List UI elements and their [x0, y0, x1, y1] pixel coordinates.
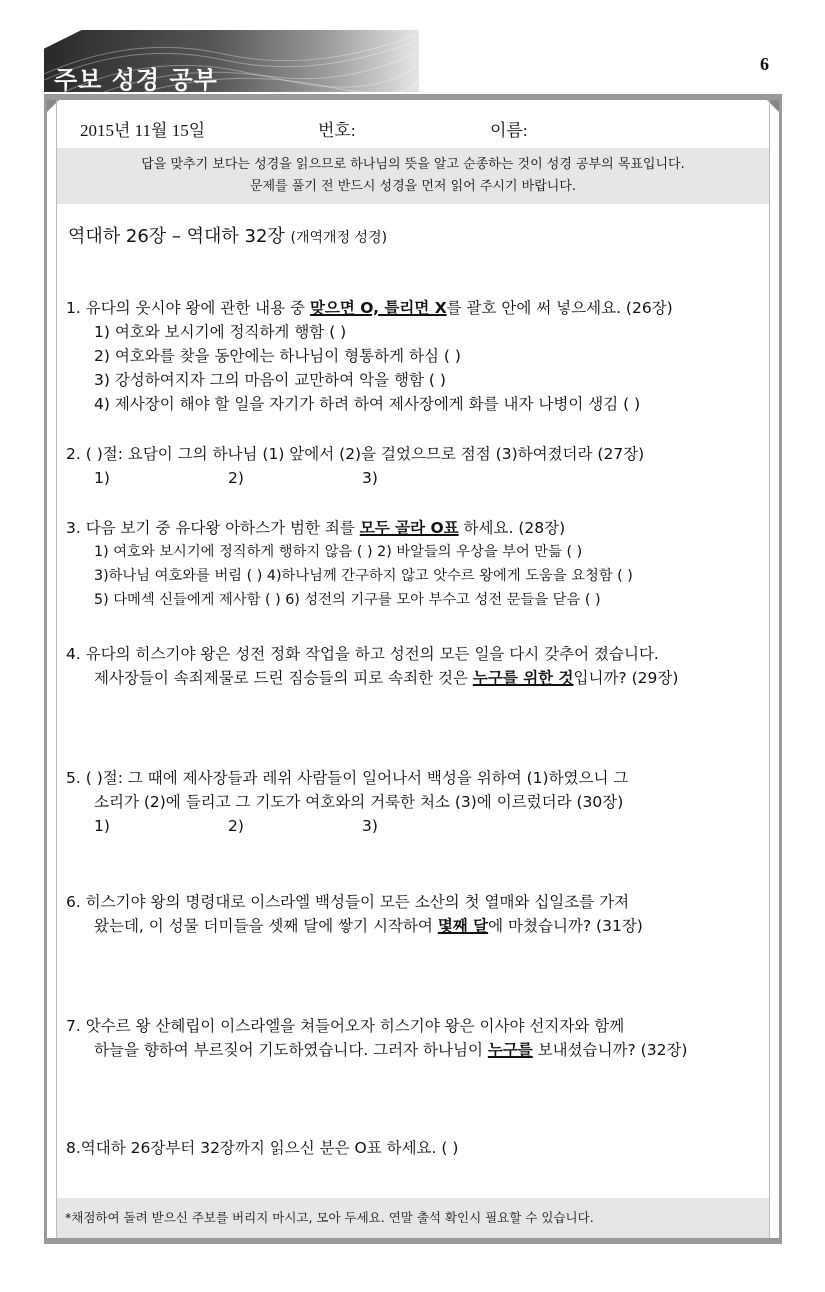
footer-note: *채점하여 돌려 받으신 주보를 버리지 마시고, 모아 두세요. 연말 출석 확인시 필요할 수 있습니다. [57, 1198, 769, 1238]
question-text: 소리가 (2)에 들리고 그 기도가 여호와의 거룩한 처소 (3)에 이르렀더라 (30장) [94, 793, 624, 811]
question-text [66, 666, 771, 690]
emphasis-text: 누구를 [487, 1041, 533, 1059]
blank-1[interactable]: 1) [94, 469, 110, 487]
name-label: 이름: [490, 121, 528, 140]
range-title-text: 역대하 26장 – 역대하 32장 [68, 226, 285, 247]
emphasis-text: 누구를 위한 것 [472, 669, 574, 687]
frame-bottom [44, 1238, 782, 1244]
emphasis-text: 몇째 달 [437, 917, 489, 935]
answer-item[interactable]: 3) 강성하여지자 그의 마음이 교만하여 악을 행함 ( ) [94, 371, 446, 389]
range-title [68, 222, 387, 248]
notice-line: 문제를 풀기 전 반드시 성경을 먼저 읽어 주시기 바랍니다. [249, 179, 577, 194]
number-label: 번호: [318, 121, 356, 140]
question-text: 4. 유다의 히스기야 왕은 성전 정화 작업을 하고 성전의 모든 일을 다시 갖추어 졌습니다. [66, 645, 659, 663]
blank-2[interactable]: 2) [228, 817, 244, 835]
question-text [66, 1038, 771, 1062]
notice-line: 답을 맞추기 보다는 성경을 읽으므로 하나님의 뜻을 알고 순종하는 것이 성경 공부의 목표입니다. [141, 157, 685, 172]
question-6 [66, 890, 771, 938]
frame-right [779, 94, 782, 1244]
question-text: 5. ( )절: 그 때에 제사장들과 레위 사람들이 일어나서 백성을 위하여 (1)하였으니 그 [66, 769, 629, 787]
question-5 [66, 766, 771, 838]
emphasis-text: 맞으면 O, 틀리면 X [309, 299, 447, 317]
question-8 [66, 1136, 771, 1160]
inner-border-left [56, 100, 57, 1238]
question-text-part: 제사장들이 속죄제물로 드린 짐승들의 피로 속죄한 것은 [94, 669, 473, 687]
blank-2[interactable]: 2) [228, 469, 244, 487]
question-2 [66, 442, 771, 490]
corner-decoration-left [47, 100, 59, 112]
emphasis-text: 모두 골라 O표 [359, 519, 459, 537]
question-7 [66, 1014, 771, 1062]
question-text: 7. 앗수르 왕 산헤립이 이스라엘을 쳐들어오자 히스기야 왕은 이사야 선지자와 함께 [66, 1017, 625, 1035]
answer-blanks [66, 466, 771, 490]
page-number: 6 [760, 54, 769, 74]
frame-top [44, 94, 782, 100]
question-text-part: 입니까? (29장) [573, 669, 679, 687]
range-subtitle: (개역개정 성경) [290, 230, 388, 246]
question-text-part: 보내셨습니까? (32장) [532, 1041, 688, 1059]
answer-item[interactable]: 1) 여호와 보시기에 정직하게 행함 ( ) [94, 323, 347, 341]
question-text-part: 에 마쳤습니까? (31장) [488, 917, 643, 935]
header-title: 주보 성경 공부 [54, 66, 218, 94]
question-4 [66, 642, 771, 690]
question-text: 2. ( )절: 요담이 그의 하나님 (1) 앞에서 (2)을 걸었으므로 점점 (3)하여졌더라 (27장) [66, 445, 645, 463]
blank-1[interactable]: 1) [94, 817, 110, 835]
question-text-part: 하세요. (28장) [458, 519, 566, 537]
question-text [66, 914, 771, 938]
question-text-part: 3. 다음 보기 중 유다왕 아하스가 범한 죄를 [66, 519, 360, 537]
question-text[interactable]: 8.역대하 26장부터 32장까지 읽으신 분은 O표 하세요. ( ) [66, 1139, 459, 1157]
answer-item[interactable]: 2) 여호와를 찾을 동안에는 하나님이 형통하게 하심 ( ) [94, 347, 461, 365]
question-text: 6. 히스기야 왕의 명령대로 이스라엘 백성들이 모든 소산의 첫 열매와 십일조를 가져 [66, 893, 630, 911]
notice-box [57, 148, 769, 204]
question-3 [66, 516, 771, 612]
question-text [66, 296, 771, 320]
blank-3[interactable]: 3) [362, 469, 378, 487]
question-text-part: 를 괄호 안에 써 넣으세요. (26장) [446, 299, 673, 317]
answer-item[interactable]: 5) 다메섹 신들에게 제사함 ( ) 6) 성전의 기구를 모아 부수고 성전 문들을 닫음 ( ) [94, 592, 601, 608]
question-text-part: 왔는데, 이 성물 더미들을 셋째 달에 쌓기 시작하여 [94, 917, 438, 935]
answer-item[interactable]: 1) 여호와 보시기에 정직하게 행하지 않음 ( ) 2) 바알들의 우상을 부어 만듦 ( ) [94, 544, 583, 560]
frame-left [44, 94, 47, 1244]
question-text [66, 516, 771, 540]
answer-item[interactable]: 3)하나님 여호와를 버림 ( ) 4)하나님께 간구하지 않고 앗수르 왕에게 도움을 요청함 ( ) [94, 568, 633, 584]
answer-item[interactable]: 4) 제사장이 해야 할 일을 자기가 하려 하여 제사장에게 화를 내자 나병이 생김 ( ) [94, 395, 641, 413]
info-row [80, 116, 740, 140]
blank-3[interactable]: 3) [362, 817, 378, 835]
date-text: 2015년 11월 15일 [80, 121, 206, 140]
question-text-part: 하늘을 향하여 부르짖어 기도하였습니다. 그러자 하나님이 [94, 1041, 488, 1059]
answer-blanks [66, 814, 771, 838]
question-1 [66, 296, 771, 416]
question-text-part: 1. 유다의 웃시야 왕에 관한 내용 중 [66, 299, 310, 317]
